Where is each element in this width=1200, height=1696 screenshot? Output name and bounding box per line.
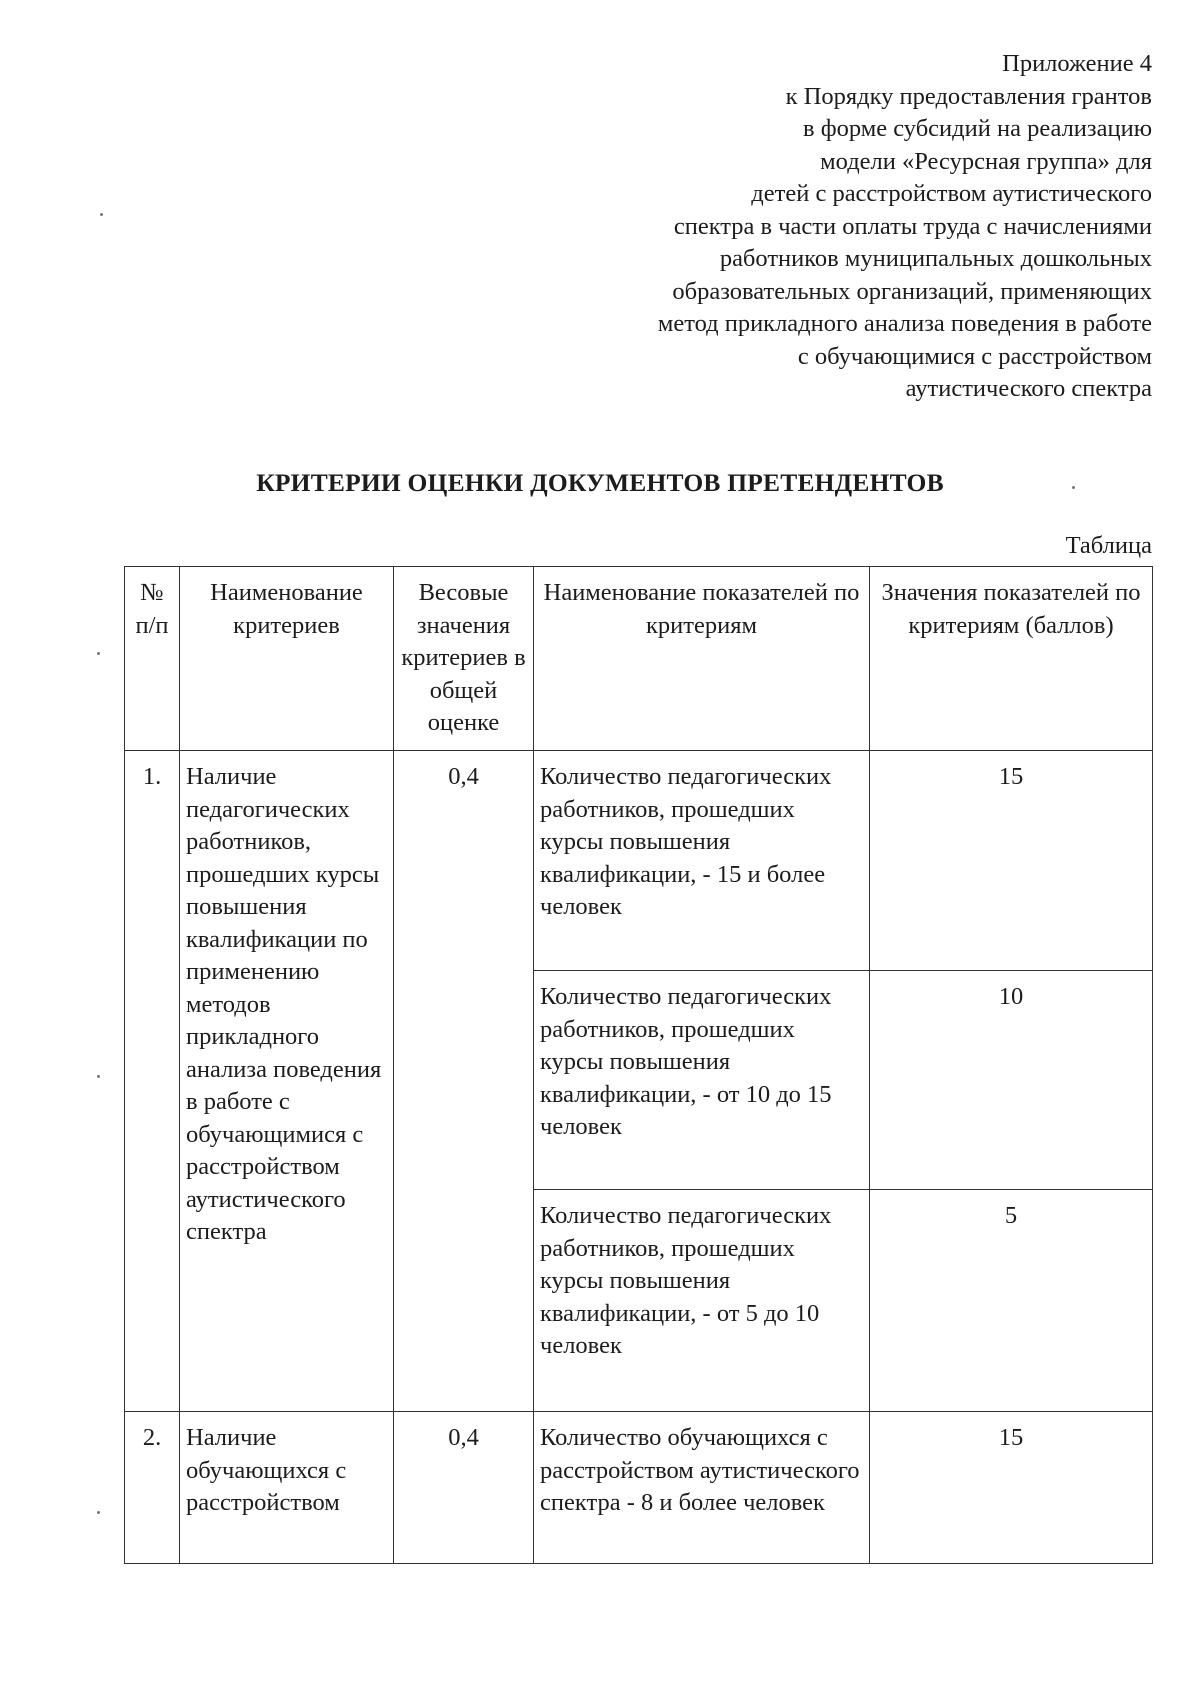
indicator-text: Количество обучающихся с расстройством аутистического спектра - 8 и более человек — [534, 1412, 870, 1564]
scan-artifact — [97, 1511, 100, 1514]
table-row — [125, 1412, 1153, 1564]
header-weight: Весовые значения критериев в общей оценке — [394, 567, 534, 751]
criteria-name: Наличие педагогических работников, прошедших курсы повышения квалификации по применению методов прикладного анализа поведения в работе с обучающимися с расстройством аутистического спектра — [180, 751, 394, 1412]
scan-artifact — [97, 652, 100, 655]
scan-artifact — [1072, 486, 1075, 489]
appendix-line: к Порядку предоставления грантов — [785, 82, 1152, 110]
header-value: Значения показателей по критериям (баллов) — [870, 567, 1153, 751]
scan-artifact — [100, 213, 103, 216]
indicator-text: Количество педагогических работников, прошедших курсы повышения квалификации, - от 5 до 10 человек — [534, 1190, 870, 1412]
header-criteria: Наименование критериев — [180, 567, 394, 751]
appendix-line: спектра в части оплаты труда с начислениями — [673, 212, 1152, 240]
row-number: 2. — [125, 1412, 180, 1564]
appendix-line: аутистического спектра — [905, 375, 1152, 402]
header-indicator: Наименование показателей по критериям — [534, 567, 870, 751]
indicator-value: 10 — [870, 971, 1153, 1190]
criteria-name: Наличие обучающихся с расстройством — [180, 1412, 394, 1564]
criteria-weight: 0,4 — [394, 1412, 534, 1564]
indicator-text: Количество педагогических работников, прошедших курсы повышения квалификации, - от 10 до 15 человек — [534, 971, 870, 1190]
row-number: 1. — [125, 751, 180, 1412]
appendix-line: с обучающимися с расстройством — [797, 342, 1152, 370]
document-title: КРИТЕРИИ ОЦЕНКИ ДОКУМЕНТОВ ПРЕТЕНДЕНТОВ — [256, 468, 944, 497]
criteria-table — [124, 566, 1153, 1564]
scan-artifact — [97, 1075, 100, 1078]
indicator-value: 15 — [870, 751, 1153, 971]
indicator-value: 15 — [870, 1412, 1153, 1564]
appendix-reference — [512, 48, 1152, 406]
appendix-line: работников муниципальных дошкольных — [719, 245, 1152, 272]
indicator-value: 5 — [870, 1190, 1153, 1412]
header-number: № п/п — [125, 567, 180, 751]
table-caption: Таблица — [1065, 532, 1152, 559]
appendix-line: образовательных организаций, применяющих — [672, 277, 1152, 305]
table-row — [125, 751, 1153, 971]
table-header-row — [125, 567, 1153, 751]
appendix-line: детей с расстройством аутистического — [751, 180, 1152, 207]
appendix-line: метод прикладного анализа поведения в работе — [657, 310, 1152, 337]
indicator-text: Количество педагогических работников, прошедших курсы повышения квалификации, - 15 и более человек — [534, 751, 870, 971]
criteria-weight: 0,4 — [394, 751, 534, 1412]
appendix-line: модели «Ресурсная группа» для — [820, 147, 1152, 175]
appendix-line: в форме субсидий на реализацию — [803, 115, 1152, 142]
appendix-line: Приложение 4 — [1002, 50, 1152, 77]
